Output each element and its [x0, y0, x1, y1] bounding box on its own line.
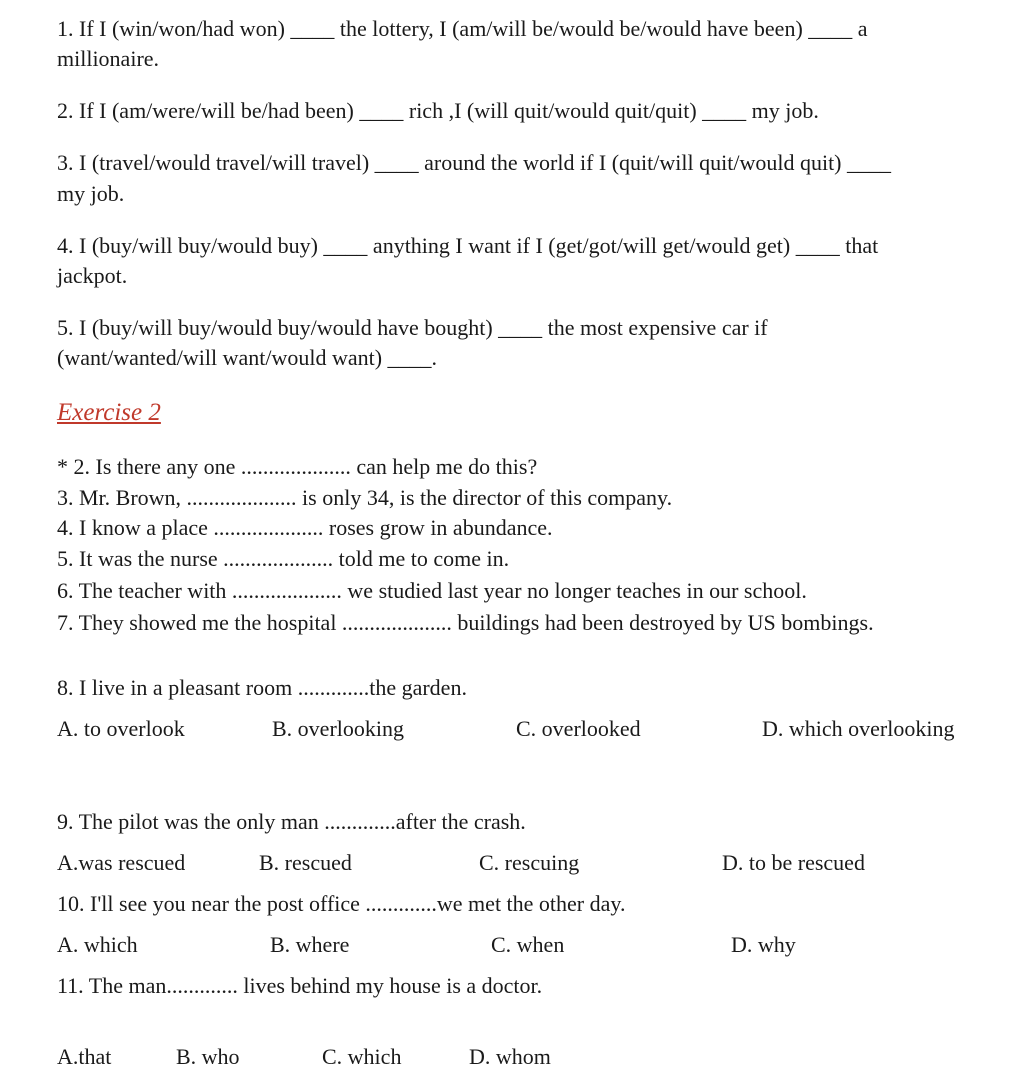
mcq-question: 9. The pilot was the only man .............after the crash. — [57, 809, 526, 834]
exercise-2-heading: Exercise 2 — [57, 399, 161, 426]
ex1-q1-line2: millionaire. — [57, 46, 160, 71]
ex1-q4-line1: 4. I (buy/will buy/would buy) ____ anything I want if I (get/got/will get/would get) ____ that — [57, 233, 879, 258]
mcq-option: B. where — [270, 932, 350, 957]
mcq-option: C. overlooked — [516, 716, 641, 741]
mcq-question: 11. The man............. lives behind my house is a doctor. — [57, 973, 543, 998]
mcq-option: A. to overlook — [57, 716, 185, 741]
ex1-q5-line1: 5. I (buy/will buy/would buy/would have bought) ____ the most expensive car if — [57, 315, 768, 340]
mcq-option: D. why — [731, 932, 796, 957]
mcq-option: B. overlooking — [272, 716, 404, 741]
ex1-q2-line1: 2. If I (am/were/will be/had been) ____ rich ,I (will quit/would quit/quit) ____ my job. — [57, 98, 819, 123]
mcq-option: C. when — [491, 932, 565, 957]
mcq-option: D. which overlooking — [762, 716, 955, 741]
mcq-option: C. rescuing — [479, 850, 580, 875]
mcq-option: D. whom — [469, 1044, 551, 1069]
mcq-question: 8. I live in a pleasant room .............the garden. — [57, 675, 467, 700]
mcq-option: A.was rescued — [57, 850, 186, 875]
ex1-q5-line2: (want/wanted/will want/would want) ____. — [57, 345, 438, 370]
mcq-option: A. which — [57, 932, 138, 957]
ex2-item: 6. The teacher with .................... we studied last year no longer teaches in our school. — [57, 578, 807, 603]
ex1-q3-line1: 3. I (travel/would travel/will travel) ____ around the world if I (quit/will quit/would quit) ____ — [57, 150, 892, 175]
mcq-option: D. to be rescued — [722, 850, 865, 875]
mcq-option: A.that — [57, 1044, 112, 1069]
mcq-option: B. who — [176, 1044, 240, 1069]
ex2-item: 7. They showed me the hospital .................... buildings had been destroyed by US bombings. — [57, 610, 874, 635]
ex2-item: 3. Mr. Brown, .................... is only 34, is the director of this company. — [57, 485, 673, 510]
ex1-q3-line2: my job. — [57, 181, 125, 206]
mcq-option: C. which — [322, 1044, 402, 1069]
ex2-item: 5. It was the nurse .................... told me to come in. — [57, 546, 510, 571]
ex1-q1-line1: 1. If I (win/won/had won) ____ the lottery, I (am/will be/would be/would have been) ____ a — [57, 16, 868, 41]
ex2-item: * 2. Is there any one .................... can help me do this? — [57, 454, 538, 479]
ex1-q4-line2: jackpot. — [57, 263, 128, 288]
mcq-option: B. rescued — [259, 850, 352, 875]
ex2-item: 4. I know a place .................... roses grow in abundance. — [57, 515, 553, 540]
mcq-question: 10. I'll see you near the post office .............we met the other day. — [57, 891, 626, 916]
